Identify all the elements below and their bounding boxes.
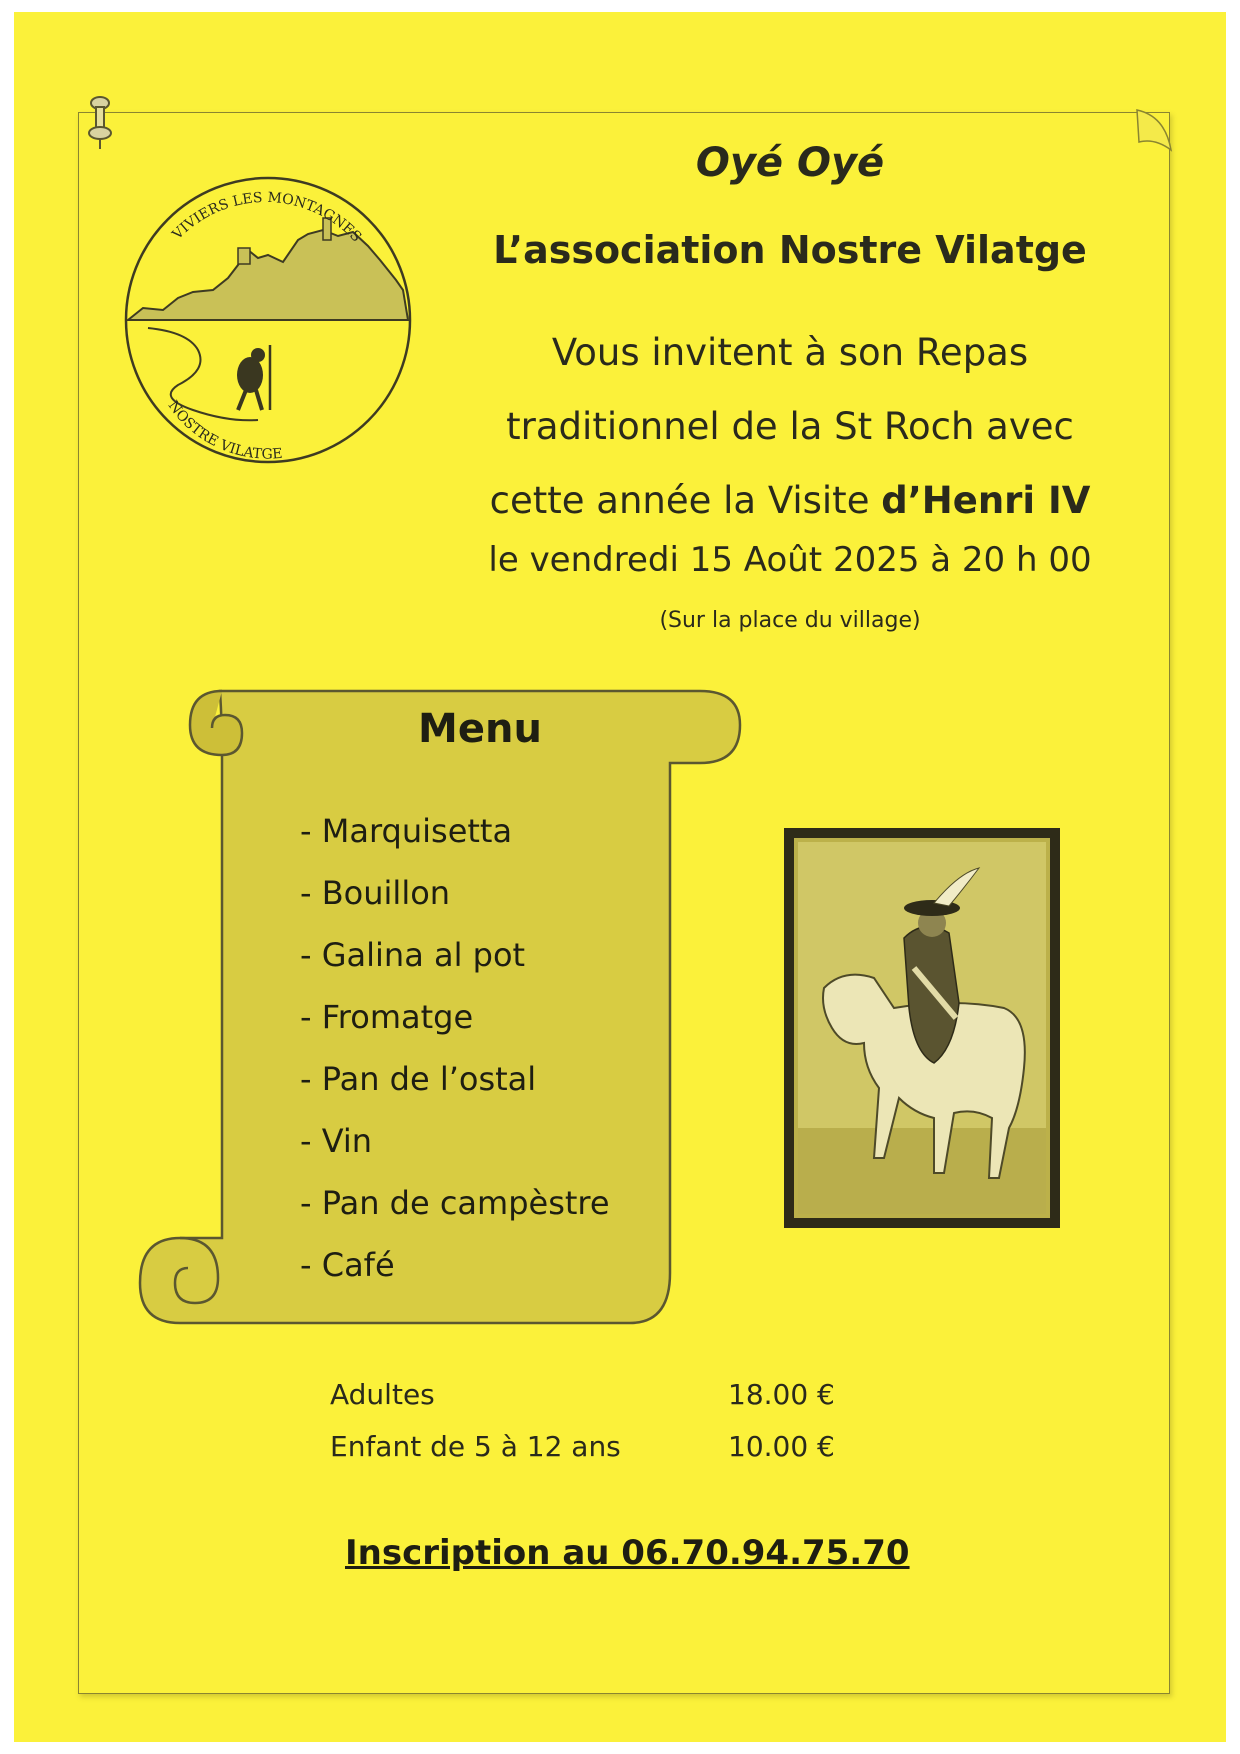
association-name: L’association Nostre Vilatge bbox=[493, 228, 1087, 272]
svg-text:NOSTRE VILATGE bbox=[165, 398, 284, 463]
invitation-line-3: cette année la Visite bbox=[489, 479, 870, 522]
logo-bottom-text: NOSTRE VILATGE bbox=[164, 397, 284, 463]
event-date: le vendredi 15 Août 2025 à 20 h 00 bbox=[488, 540, 1092, 580]
pushpin-icon bbox=[85, 95, 115, 150]
association-logo bbox=[118, 170, 418, 470]
price-value: 10.00 € bbox=[728, 1430, 835, 1463]
invitation-text bbox=[440, 316, 1140, 538]
inscription-phone: Inscription au 06.70.94.75.70 bbox=[345, 1533, 910, 1573]
henri-name: d’Henri IV bbox=[881, 479, 1091, 522]
invitation-line-1: Vous invitent à son Repas bbox=[551, 331, 1029, 374]
menu-item: - Café bbox=[300, 1246, 395, 1284]
oye-title: Oyé Oyé bbox=[695, 140, 885, 186]
menu-item: - Fromatge bbox=[300, 998, 474, 1036]
logo-top-text: VIVIERS LES MONTAGNES bbox=[169, 189, 365, 246]
henri-iv-portrait bbox=[784, 828, 1060, 1228]
menu-title: Menu bbox=[418, 706, 542, 752]
price-label: Adultes bbox=[330, 1378, 435, 1411]
folded-corner-icon bbox=[1135, 108, 1175, 158]
menu-item: - Vin bbox=[300, 1122, 373, 1160]
menu-item: - Bouillon bbox=[300, 874, 451, 912]
price-label: Enfant de 5 à 12 ans bbox=[330, 1430, 621, 1463]
event-place: (Sur la place du village) bbox=[659, 608, 921, 633]
menu-list bbox=[300, 800, 610, 1296]
invitation-line-2: traditionnel de la St Roch avec bbox=[506, 405, 1074, 448]
menu-item: - Galina al pot bbox=[300, 936, 526, 974]
price-value: 18.00 € bbox=[728, 1378, 835, 1411]
menu-item: - Marquisetta bbox=[300, 812, 513, 850]
menu-item: - Pan de campèstre bbox=[300, 1184, 610, 1222]
menu-item: - Pan de l’ostal bbox=[300, 1060, 537, 1098]
